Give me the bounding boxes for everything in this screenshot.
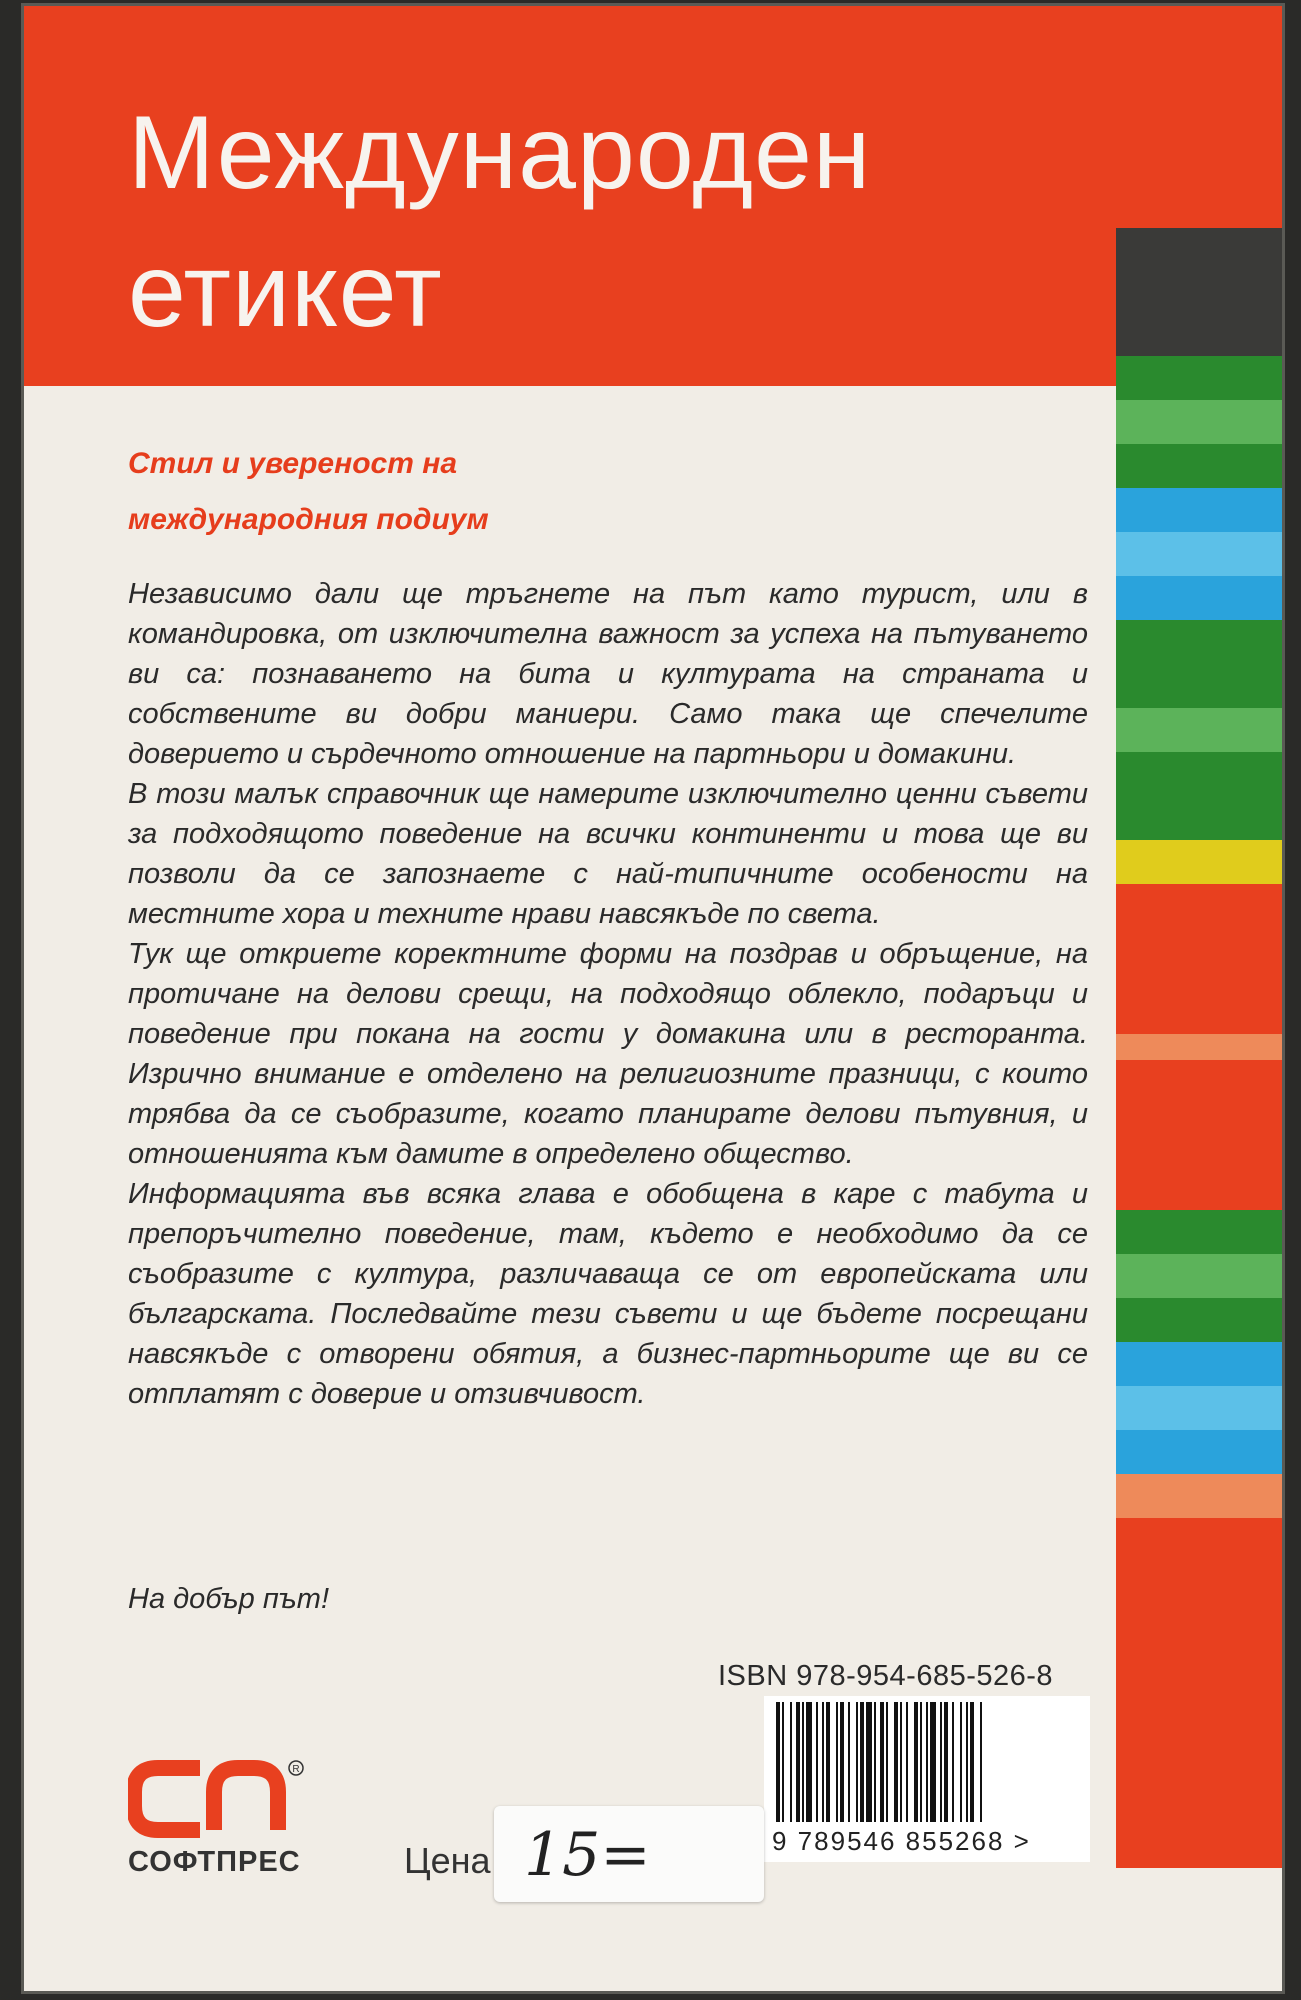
barcode-bars (772, 1702, 1082, 1826)
barcode-bar (790, 1702, 792, 1822)
barcode-bar (970, 1702, 974, 1822)
barcode-bar (866, 1702, 872, 1822)
barcode-bar (826, 1702, 830, 1822)
blurb (128, 574, 1088, 1414)
blurb-paragraph-1: Независимо дали ще тръгнете на път като турист, или в командировка, от изключителна важност за успеха на пътуването ви са: познаването на бита и културата на страната и собствените ви добри маниери. Само така ще спечелите доверието и сърдечното отношение на партньори и домакини. (128, 578, 1088, 770)
barcode-bar (906, 1702, 908, 1822)
barcode-bar (806, 1702, 812, 1822)
color-stripe (1116, 444, 1282, 488)
color-stripe (1116, 1060, 1282, 1210)
blurb-paragraph-3: Тук ще откриете коректните форми на поздрав и обръщение, на протичане на делови срещи, на подходящо облекло, подаръци и поведение при покана на гости у домакина или в ресторанта. Изрично внимание е отделено на религиозните празници, с които трябва да се съобразите, когато планирате делови пътувния, и отношенията към дамите в определено общество. (128, 938, 1088, 1170)
color-stripe (1116, 1430, 1282, 1474)
barcode-bar (930, 1702, 936, 1822)
color-stripe (1116, 1298, 1282, 1342)
barcode-bar (856, 1702, 858, 1822)
color-stripe (1116, 708, 1282, 752)
color-stripe (1116, 1518, 1282, 1868)
price-sticker (494, 1806, 764, 1902)
color-stripe (1116, 1210, 1282, 1254)
barcode-bar (816, 1702, 818, 1822)
color-stripe (1116, 1034, 1282, 1060)
barcode-bar (940, 1702, 942, 1822)
barcode-bar (802, 1702, 804, 1822)
color-stripe (1116, 400, 1282, 444)
barcode-bar (836, 1702, 838, 1822)
subtitle-line-2: международния подиум (128, 503, 489, 536)
barcode-bar (952, 1702, 954, 1822)
barcode-bar (960, 1702, 962, 1822)
barcode-bar (900, 1702, 902, 1822)
barcode-bar (860, 1702, 864, 1822)
barcode-bar (980, 1702, 982, 1822)
barcode-bar (796, 1702, 800, 1822)
color-stripe (1116, 1254, 1282, 1298)
barcode-bar (776, 1702, 780, 1822)
svg-text:R: R (292, 1764, 300, 1775)
color-stripe-column (1116, 228, 1282, 1991)
title-band (24, 6, 1282, 386)
blurb-paragraph-4: Информацията във всяка глава е обобщена в каре с табута и препоръчително поведение, там, където е необходимо да се съобразите с култура, различаваща се от европейската или българската. Последвайте тези съвети и ще бъдете посрещани навсякъде с отворени обятия, а бизнес-партньорите ще ви се отплатят с доверие и отзивчивост. (128, 1178, 1088, 1410)
book-title (128, 84, 1128, 360)
barcode-bar (966, 1702, 968, 1822)
barcode-bar (914, 1702, 918, 1822)
publisher-logo (128, 1758, 308, 1847)
title-line-1: Международен (128, 95, 872, 211)
color-stripe (1116, 884, 1282, 1034)
color-stripe (1116, 620, 1282, 708)
price-label: Цена (404, 1840, 491, 1881)
barcode-bar (926, 1702, 928, 1822)
color-stripe (1116, 840, 1282, 884)
color-stripe (1116, 1386, 1282, 1430)
barcode-bar (840, 1702, 844, 1822)
color-stripe (1116, 488, 1282, 532)
barcode-digits: 9 789546 855268 > (772, 1826, 1031, 1856)
price-value: 15= (524, 1820, 651, 1890)
barcode-bar (920, 1702, 922, 1822)
barcode-bar (944, 1702, 948, 1822)
book-back-cover (24, 6, 1282, 1991)
color-stripe (1116, 576, 1282, 620)
barcode-bar (782, 1702, 784, 1822)
color-stripe (1116, 1342, 1282, 1386)
barcode-bar (822, 1702, 824, 1822)
closing-line: На добър път! (128, 1583, 330, 1615)
barcode-bar (880, 1702, 884, 1822)
barcode-bar (886, 1702, 888, 1822)
barcode (764, 1696, 1090, 1862)
publisher-name: СОФТПРЕС (128, 1846, 301, 1878)
color-stripe (1116, 752, 1282, 840)
color-stripe (1116, 532, 1282, 576)
color-stripe (1116, 1474, 1282, 1518)
barcode-bar (848, 1702, 850, 1822)
blurb-paragraph-2: В този малък справочник ще намерите изключително ценни съвети за подходящото поведение на всички континенти и това ще ви позволи да се запознаете с най-типичните особености на местните хора и техните нрави навсякъде по света. (128, 778, 1088, 930)
publisher-logo-icon (128, 1758, 308, 1842)
subtitle (128, 436, 489, 548)
subtitle-line-1: Стил и увереност на (128, 447, 458, 480)
barcode-bar (894, 1702, 898, 1822)
barcode-bar (874, 1702, 876, 1822)
isbn-number: ISBN 978-954-685-526-8 (718, 1660, 1054, 1692)
color-stripe (1116, 228, 1282, 356)
color-stripe (1116, 356, 1282, 400)
title-line-2: етикет (128, 233, 443, 349)
